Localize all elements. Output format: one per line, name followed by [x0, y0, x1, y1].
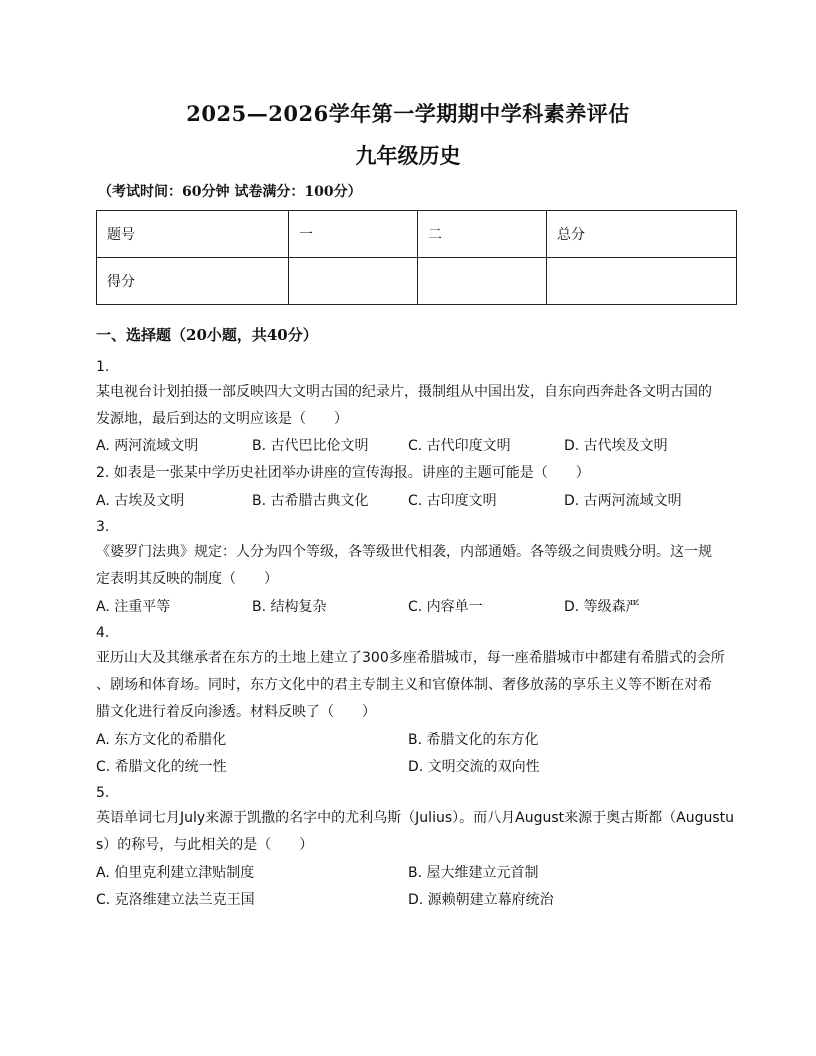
answer-option: A. 东方文化的希腊化 — [96, 732, 227, 748]
question-text: 亚历山大及其继承者在东方的土地上建立了300多座希腊城市，每一座希腊城市中都建有希腊式的会所 — [96, 650, 725, 666]
score-cell: 题号 — [97, 211, 289, 258]
section-heading: 一、选择题（20小题，共40分） — [96, 326, 318, 344]
score-cell: 总分 — [547, 211, 737, 258]
question-text: 、剧场和体育场。同时，东方文化中的君主专制主义和官僚体制、奢侈放荡的享乐主义等不断在对希 — [96, 677, 712, 693]
exam-subtitle: 九年级历史 — [355, 143, 461, 168]
question-text: 某电视台计划拍摄一部反映四大文明古国的纪录片，摄制组从中国出发，自东向西奔赴各文明古国的 — [96, 384, 712, 400]
question-number: 4. — [96, 625, 110, 641]
score-cell: 得分 — [97, 258, 289, 305]
question-number: 1. — [96, 359, 110, 375]
score-table-score-row — [97, 258, 737, 305]
question-text: s）的称号，与此相关的是（ ） — [96, 837, 314, 853]
answer-option: D. 古代埃及文明 — [564, 438, 668, 454]
score-cell — [547, 258, 737, 305]
answer-option: D. 源赖朝建立幕府统治 — [408, 892, 554, 908]
question-text: 英语单词七月July来源于凯撒的名字中的尤利乌斯（Julius）。而八月August来源于奥古斯都（Augustu — [96, 810, 734, 826]
answer-option: B. 屋大维建立元首制 — [408, 865, 539, 881]
answer-option: A. 两河流域文明 — [96, 438, 199, 454]
answer-option: C. 内容单一 — [408, 599, 483, 615]
score-cell — [289, 258, 418, 305]
answer-option: A. 注重平等 — [96, 599, 171, 615]
answer-option: C. 希腊文化的统一性 — [96, 759, 227, 775]
answer-option: A. 古埃及文明 — [96, 493, 185, 509]
question-number: 5. — [96, 785, 110, 801]
exam-title: 2025—2026学年第一学期期中学科素养评估 — [186, 101, 630, 126]
score-cell — [418, 258, 547, 305]
answer-option: C. 古代印度文明 — [408, 438, 511, 454]
answer-option: D. 文明交流的双向性 — [408, 759, 540, 775]
answer-option: A. 伯里克利建立津贴制度 — [96, 865, 255, 881]
answer-option: D. 等级森严 — [564, 599, 640, 615]
answer-option: D. 古两河流域文明 — [564, 493, 682, 509]
question-text: 发源地，最后到达的文明应该是（ ） — [96, 411, 348, 427]
answer-option: C. 古印度文明 — [408, 493, 497, 509]
answer-option: B. 结构复杂 — [252, 599, 327, 615]
score-table — [96, 210, 737, 305]
question-text: 腊文化进行着反向渗透。材料反映了（ ） — [96, 704, 376, 720]
score-cell: 二 — [418, 211, 547, 258]
answer-option: B. 希腊文化的东方化 — [408, 732, 539, 748]
score-cell: 一 — [289, 211, 418, 258]
answer-option: C. 克洛维建立法兰克王国 — [96, 892, 255, 908]
question-number: 3. — [96, 519, 110, 535]
question-text: 《婆罗门法典》规定：人分为四个等级，各等级世代相袭，内部通婚。各等级之间贵贱分明。这一规 — [96, 544, 712, 560]
question-text: 2. 如表是一张某中学历史社团举办讲座的宣传海报。讲座的主题可能是（ ） — [96, 465, 590, 481]
answer-option: B. 古希腊古典文化 — [252, 493, 369, 509]
exam-info: （考试时间：60分钟 试卷满分：100分） — [98, 184, 362, 200]
question-text: 定表明其反映的制度（ ） — [96, 571, 278, 587]
score-table-header-row — [97, 211, 737, 258]
answer-option: B. 古代巴比伦文明 — [252, 438, 369, 454]
